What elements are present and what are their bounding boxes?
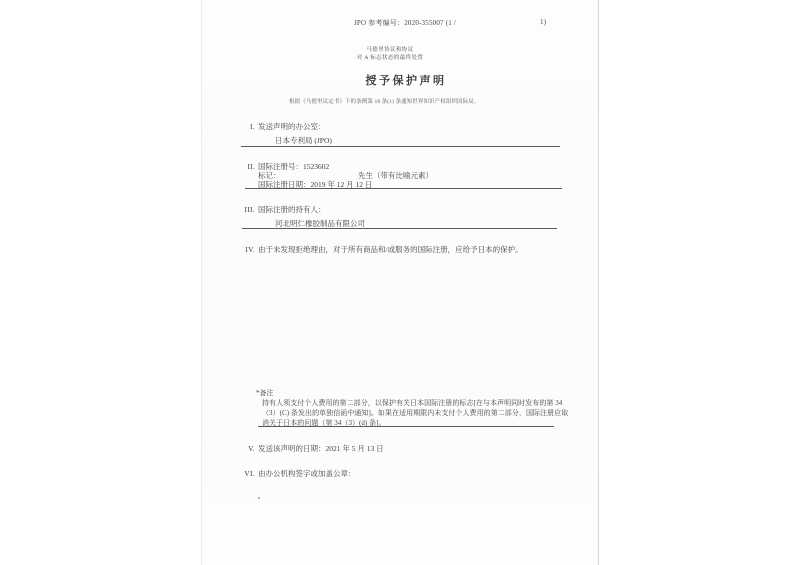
section-v-line (238, 444, 384, 453)
section-iii-underline (242, 228, 557, 229)
scan-speck (258, 497, 260, 499)
section-vi-line (238, 469, 356, 478)
note-line-2: （3）(C) 条发出的单独信函中通知]。如果在适用期限内未支付个人费用的第二部分，国际注册应取 (262, 409, 569, 417)
note-underline (258, 426, 554, 427)
section-i-numeral: I. (250, 122, 255, 131)
holder-name-value: 河北明仁橡胶制品有限公司 (275, 219, 365, 228)
sending-office-value: 日本专利局 (JPO) (275, 136, 332, 145)
treaty-heading-line1: 马德里协议和协议 (366, 47, 414, 53)
section-iv-statement (238, 245, 523, 254)
section-ii-heading (238, 162, 329, 171)
grant-protection-text: 由于未发现拒绝理由，对于所有商品和/或服务的国际注册，应给予日本的保护。 (258, 245, 523, 254)
holder-label: 国际注册的持有人： (258, 205, 326, 214)
treaty-heading-line2: 对 A 标志状态的最终处置 (356, 55, 424, 61)
section-ii-underline (245, 188, 562, 189)
registration-date-label: 国际注册日期： (258, 180, 311, 189)
section-i-label: 发送声明的办公室： (258, 122, 326, 131)
section-iii-heading (238, 205, 326, 214)
registration-date-value: 2019 年 12 月 12 日 (310, 180, 373, 189)
note-title: *备注 (256, 389, 274, 397)
section-i-underline (241, 146, 560, 147)
jpo-reference-number: JPO 参考编号：2020-355007 (1 / (354, 19, 457, 27)
note-line-3: 消关于日本的问题（第 34（3）(d) 条]。 (262, 419, 386, 427)
section-vi-numeral: VI. (244, 469, 255, 478)
section-iii-numeral: III. (244, 205, 255, 214)
section-v-numeral: V. (248, 444, 255, 453)
section-ii-numeral: II. (247, 162, 255, 171)
statement-date-value: 2021 年 5 月 13 日 (325, 444, 384, 453)
mark-value: 先生（带有比喻元素） (358, 171, 433, 180)
statement-date-label: 发送该声明的日期： (258, 444, 326, 453)
document-page (201, 0, 599, 565)
note-line-1: 持有人须支付个人费用的第二部分，以保护有关日本国际注册的标志[在与本声明同时发布的第 34 (262, 399, 563, 407)
document-title: 授予保护声明 (365, 75, 447, 87)
section-iv-numeral: IV. (245, 245, 255, 254)
registration-number-value: 1523602 (303, 162, 330, 171)
page-count: 1) (540, 18, 547, 26)
registration-number-label: 国际注册号： (258, 162, 303, 171)
mark-label: 标记： (258, 171, 281, 180)
legal-basis-line: 根据《马德里议定书》下的条例第 18 条(1) 条通知世界知识产权组织国际局。 (289, 99, 480, 105)
section-i-heading (238, 122, 326, 131)
signature-seal-label: 由办公机构签字或加盖公章： (258, 469, 356, 478)
